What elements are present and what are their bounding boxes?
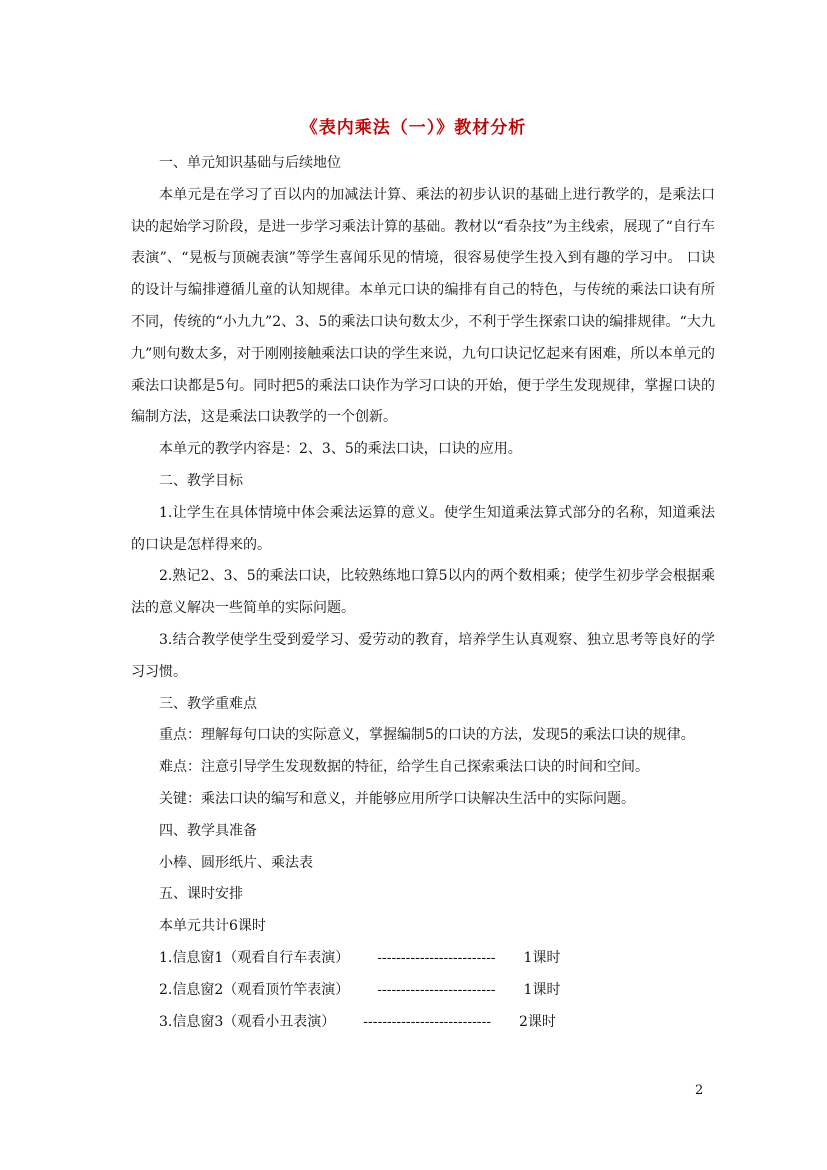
section-heading-4: 四、教学具准备 bbox=[159, 822, 257, 839]
section-heading-2: 二、教学目标 bbox=[159, 472, 243, 489]
key-point: 重点：理解每句口诀的实际意义，掌握编制5的口诀的方法，发现5的乘法口诀的规律。 bbox=[159, 727, 695, 744]
goal-item: 1.让学生在具体情境中体会乘法运算的意义。使学生知道乘法算式部分的名称，知道乘法的口诀是怎样得来的。 bbox=[131, 504, 715, 553]
schedule-hours: 2课时 bbox=[519, 1013, 556, 1030]
section-heading-3: 三、教学重难点 bbox=[159, 695, 257, 712]
section-heading-5: 五、课时安排 bbox=[159, 886, 243, 903]
schedule-row bbox=[131, 943, 715, 975]
schedule-label: 3.信息窗3（观看小丑表演） bbox=[159, 1013, 336, 1030]
document-title: 《表内乘法（一）》教材分析 bbox=[300, 118, 527, 138]
goal-item: 3.结合教学使学生受到爱学习、爱劳动的教育，培养学生认真观察、独立思考等良好的学习习惯。 bbox=[131, 631, 715, 680]
difficulty-point: 难点：注意引导学生发现数据的特征，给学生自己探索乘法口诀的时间和空间。 bbox=[159, 759, 649, 776]
paragraph: 本单元是在学习了百以内的加减法计算、乘法的初步认识的基础上进行教学的，是乘法口诀的起始学习阶段，是进一步学习乘法计算的基础。教材以“看杂技”为主线索，展现了“自行车表演”、“晃板与顶碗表演”等学生喜闻乐见的情境，很容易使学生投入到有趣的学习中。 口诀的设计与编排遵循儿童的认知规律。本单元口诀的编排有自己的特色，与传统的乘法口诀有所不同，传统的“小九九”2、3、5的乘法口诀句数太少，不利于学生探索口诀的编排规律。“大九九”则句数太多，对于刚刚接触乘法口诀的学生来说，九句口诀记忆起来有困难，所以本单元的乘法口诀都是5句。同时把5的乘法口诀作为学习口诀的开始，便于学生发现规律，掌握口诀的编制方法，这是乘法口诀教学的一个创新。 bbox=[131, 186, 715, 426]
schedule-hours: 1课时 bbox=[523, 949, 561, 966]
goal-item: 2.熟记2、3、5的乘法口诀，比较熟练地口算5以内的两个数相乘；使学生初步学会根据乘法的意义解决一些简单的实际问题。 bbox=[131, 568, 715, 617]
schedule-row bbox=[131, 1007, 715, 1039]
document-body bbox=[131, 148, 715, 1038]
schedule-leader: --------------------------- bbox=[363, 1013, 491, 1030]
section-heading-1: 一、单元知识基础与后续地位 bbox=[159, 155, 341, 171]
schedule-label: 2.信息窗2（观看顶竹竿表演） bbox=[159, 981, 350, 998]
total-hours: 本单元共计6课时 bbox=[159, 918, 266, 935]
schedule-hours: 1课时 bbox=[523, 981, 561, 998]
paragraph: 本单元的教学内容是：2、3、5的乘法口诀，口诀的应用。 bbox=[159, 441, 522, 458]
schedule-leader: ------------------------- bbox=[377, 981, 496, 998]
page-number: 2 bbox=[695, 1083, 704, 1098]
schedule-label: 1.信息窗1（观看自行车表演） bbox=[159, 949, 350, 966]
schedule-leader: ------------------------- bbox=[377, 949, 496, 966]
schedule-row bbox=[131, 975, 715, 1007]
materials-list: 小棒、圆形纸片、乘法表 bbox=[159, 854, 313, 871]
critical-point: 关键：乘法口诀的编写和意义，并能够应用所学口诀解决生活中的实际问题。 bbox=[159, 790, 635, 807]
